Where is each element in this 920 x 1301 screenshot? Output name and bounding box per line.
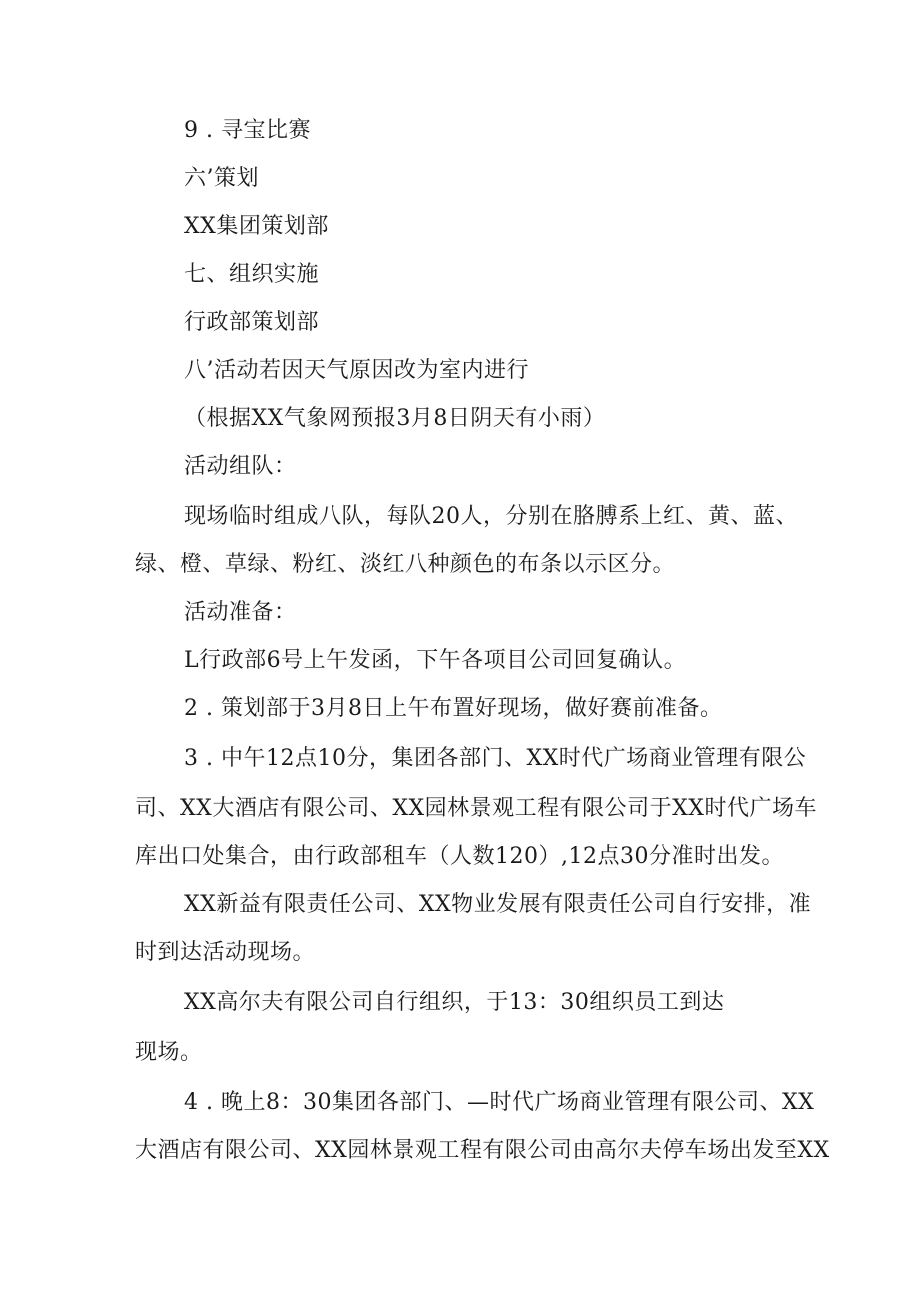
list-item-1: L行政部6号上午发函，下午各项目公司回复确认。 — [184, 648, 687, 673]
section-heading-indoor-alternative: 八’活动若因天气原因改为室内进行 — [184, 358, 529, 383]
subheading-preparation: 活动准备： — [184, 600, 297, 625]
paragraph-line: 现场临时组成八队，每队20人，分别在胳膊系上红、黄、蓝、 — [184, 504, 798, 529]
implementation-departments: 行政部策划部 — [184, 310, 320, 335]
list-item-4: 4 . 晚上8：30集团各部门、—时代广场商业管理有限公司、XX — [184, 1090, 815, 1115]
paragraph-line: XX新益有限责任公司、XX物业发展有限责任公司自行安排，准 — [184, 892, 812, 917]
paragraph-line: XX高尔夫有限公司自行组织，于13：30组织员工到达 — [184, 990, 725, 1015]
section-heading-planning: 六’策划 — [184, 166, 259, 191]
paragraph-line: 大酒店有限公司、XX园林景观工程有限公司由高尔夫停车场出发至XX — [135, 1138, 830, 1163]
paragraph-line: 司、XX大酒店有限公司、XX园林景观工程有限公司于XX时代广场车 — [135, 796, 817, 821]
paragraph-line: 绿、橙、草绿、粉红、淡红八种颜色的布条以示区分。 — [135, 552, 676, 577]
list-item-treasure-hunt: 9 . 寻宝比赛 — [184, 118, 311, 143]
paragraph-line: 库出口处集合，由行政部租车（人数120）,12点30分准时出发。 — [135, 844, 784, 869]
paragraph-line: 现场。 — [135, 1040, 203, 1065]
list-item-3: 3 . 中午12点10分，集团各部门、XX时代广场商业管理有限公 — [184, 746, 807, 771]
planning-department: XX集团策划部 — [184, 214, 329, 239]
subheading-team-formation: 活动组队： — [184, 454, 297, 479]
section-heading-implementation: 七、组织实施 — [184, 262, 320, 287]
list-item-2: 2 . 策划部于3月8日上午布置好现场，做好赛前准备。 — [184, 696, 723, 721]
weather-note: （根据XX气象网预报3月8日阴天有小雨） — [184, 406, 606, 431]
paragraph-line: 时到达活动现场。 — [135, 940, 316, 965]
